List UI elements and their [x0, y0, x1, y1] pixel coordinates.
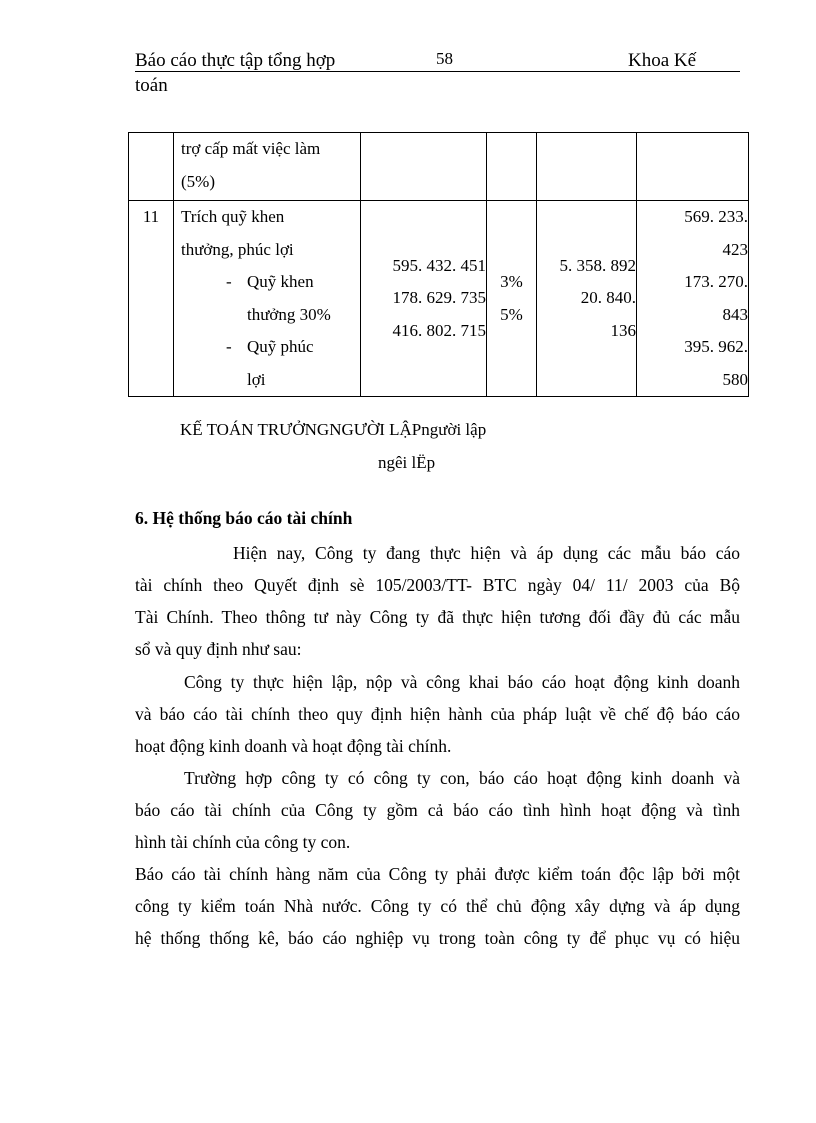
table-cell: [537, 133, 637, 201]
table-cell: [487, 133, 537, 201]
header-title: Báo cáo thực tập tổng hợp: [135, 50, 336, 71]
paragraph-line: sổ và quy định như sau:: [135, 639, 302, 659]
paragraph-line: hình tài chính của công ty con.: [135, 832, 351, 852]
total-value: 843: [722, 304, 748, 324]
row-title-line: Trích quỹ khen: [181, 207, 285, 226]
deduction-value: 136: [610, 320, 636, 340]
rate-value: 5%: [500, 304, 523, 324]
deduction-value: 5. 358. 892: [559, 255, 636, 275]
header-continuation: toán: [135, 75, 168, 96]
signature-subtitle: ngêi lËp: [378, 453, 436, 472]
row-label-line: (5%): [181, 171, 215, 191]
table-row: [129, 133, 749, 201]
total-value: 395. 962.: [684, 337, 748, 356]
bullet-dash: -: [226, 272, 232, 291]
paragraph-line: Báo cáo tài chính hàng năm của Công ty phải được kiểm toán độc lập bởi một: [135, 864, 740, 884]
amount-value: 595. 432. 451: [392, 255, 486, 275]
paragraph-line: và báo cáo tài chính theo quy định hiện hành của pháp luật về chế độ báo cáo: [135, 704, 740, 724]
total-cell: [637, 201, 749, 397]
paragraph-line: báo cáo tài chính của Công ty gồm cả báo cáo tình hình hoạt động và tình: [135, 800, 740, 820]
paragraph-line: công ty kiểm toán Nhà nước. Công ty có thể chủ động xây dựng và áp dụng: [135, 896, 740, 916]
deduction-value: 20. 840.: [580, 288, 636, 308]
page-number: 58: [436, 49, 453, 68]
header-department: Khoa Kế: [628, 50, 697, 71]
fund-table: [128, 132, 749, 397]
paragraph-line: Công ty thực hiện lập, nộp và công khai báo cáo hoạt động kinh doanh: [184, 672, 740, 692]
table-cell: [129, 133, 174, 201]
table-cell: [174, 133, 361, 201]
row-label-line: trợ cấp mất việc làm: [181, 139, 321, 158]
table-row: [129, 201, 749, 397]
rate-value: 3%: [500, 272, 523, 291]
table-cell: [637, 133, 749, 201]
signature-titles: KẾ TOÁN TRƯỞNGNGƯỜI LẬPngười lập: [180, 420, 487, 439]
bullet-dash: -: [226, 337, 232, 356]
paragraph-line: hoạt động kinh doanh và hoạt động tài chính.: [135, 736, 452, 756]
sub-item: - Quỹ khen: [174, 266, 360, 299]
deduction-cell: [537, 201, 637, 397]
paragraph-line: Hiện nay, Công ty đang thực hiện và áp dụng các mẫu báo cáo: [233, 543, 740, 563]
paragraph-line: hệ thống thống kê, báo cáo nghiệp vụ trong toàn công ty để phục vụ có hiệu: [135, 928, 740, 948]
amount-value: 178. 629. 735: [392, 288, 486, 308]
table-cell: [174, 201, 361, 397]
total-value: 173. 270.: [684, 272, 748, 291]
amount-cell: [361, 201, 487, 397]
sub-item-continuation: thưởng 30%: [247, 304, 331, 324]
row-number: 11: [129, 201, 174, 397]
paragraph-line: Tài Chính. Theo thông tư này Công ty đã thực hiện tương đối đầy đủ các mẫu: [135, 607, 740, 627]
header-rule: [135, 71, 740, 72]
total-value: 423: [722, 239, 748, 259]
row-title-line: thưởng, phúc lợi: [181, 239, 294, 259]
sub-item: - Quỹ phúc: [174, 331, 360, 364]
paragraph-line: tài chính theo Quyết định sè 105/2003/TT- BTC ngày 04/ 11/ 2003 của Bộ: [135, 575, 740, 595]
table-cell: [361, 133, 487, 201]
section-heading: 6. Hệ thống báo cáo tài chính: [135, 508, 353, 528]
total-value: 569. 233.: [684, 207, 748, 226]
sub-item-continuation: lợi: [247, 369, 266, 389]
rate-cell: [487, 201, 537, 397]
paragraph-line: Trường hợp công ty có công ty con, báo cáo hoạt động kinh doanh và: [184, 768, 740, 788]
amount-value: 416. 802. 715: [392, 320, 486, 340]
total-value: 580: [722, 369, 748, 389]
